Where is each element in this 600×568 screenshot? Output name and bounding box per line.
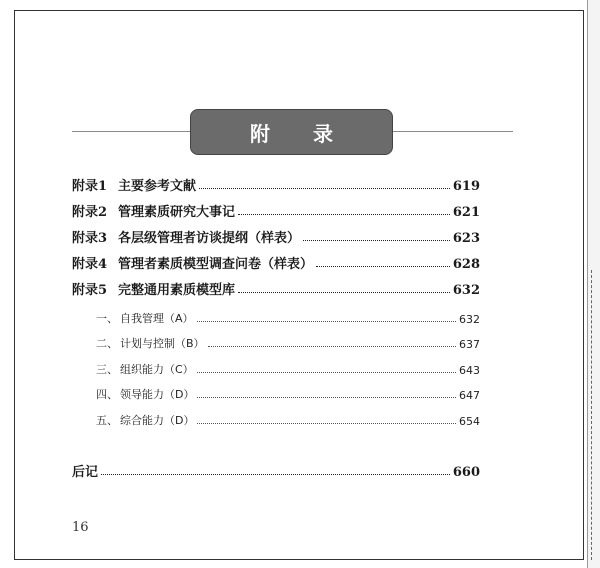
title-rule-left: [72, 131, 190, 132]
toc-subrow-2[interactable]: [96, 329, 480, 351]
toc-title: 后记: [72, 465, 99, 480]
leader-dots: [238, 292, 450, 293]
title-rule-right: [393, 131, 513, 132]
toc-subrow-3[interactable]: [96, 355, 480, 377]
toc-page: 621: [452, 205, 480, 220]
leader-dots: [208, 346, 456, 347]
toc-subrow-5[interactable]: [96, 406, 480, 428]
toc-sub-title: 组织能力（C）: [120, 363, 194, 376]
toc-sub-title: 自我管理（A）: [120, 312, 194, 325]
toc-sub-page: 637: [459, 338, 480, 351]
leader-dots: [197, 397, 456, 398]
page-number: 16: [72, 520, 89, 535]
toc-subrow-4[interactable]: [96, 380, 480, 402]
toc-page: 660: [452, 465, 480, 480]
toc-number: 附录5: [72, 283, 108, 298]
toc-sub-number: 四、: [96, 388, 118, 401]
leader-dots: [316, 266, 450, 267]
toc-title: 管理素质研究大事记: [118, 205, 236, 220]
leader-dots: [101, 474, 450, 475]
toc-sub-page: 643: [459, 364, 480, 377]
toc-number: 附录2: [72, 205, 108, 220]
toc-page: 623: [452, 231, 480, 246]
toc-number: 附录1: [72, 179, 108, 194]
adjacent-page-edge: [587, 0, 600, 568]
toc-sub-number: 三、: [96, 363, 118, 376]
leader-dots: [238, 214, 450, 215]
toc-row-appendix-4[interactable]: [72, 250, 480, 272]
toc-sub-title: 计划与控制（B）: [120, 337, 205, 350]
toc-title: 各层级管理者访谈提纲（样表）: [118, 231, 301, 246]
section-title: 附 录: [250, 121, 351, 146]
toc-sub-title: 领导能力（D）: [120, 388, 195, 401]
toc-row-appendix-2[interactable]: [72, 198, 480, 220]
toc-row-appendix-3[interactable]: [72, 224, 480, 246]
toc-sub-title: 综合能力（D）: [120, 414, 195, 427]
toc-sub-number: 一、: [96, 312, 118, 325]
section-title-box: [190, 109, 393, 155]
toc-page: 619: [452, 179, 480, 194]
leader-dots: [197, 321, 456, 322]
toc-page: 628: [452, 257, 480, 272]
toc-title: 管理者素质模型调查问卷（样表）: [118, 257, 314, 272]
toc-number: 附录3: [72, 231, 108, 246]
leader-dots: [303, 240, 450, 241]
leader-dots: [197, 423, 456, 424]
toc-sub-number: 二、: [96, 337, 118, 350]
toc-title: 主要参考文献: [118, 179, 197, 194]
toc-subrow-1[interactable]: [96, 304, 480, 326]
toc-row-postscript[interactable]: [72, 458, 480, 480]
toc-page: 632: [452, 283, 480, 298]
toc-title: 完整通用素质模型库: [118, 283, 236, 298]
toc-sub-page: 632: [459, 313, 480, 326]
toc-number: 附录4: [72, 257, 108, 272]
leader-dots: [199, 188, 450, 189]
toc-sub-page: 654: [459, 415, 480, 428]
toc-sub-number: 五、: [96, 414, 118, 427]
toc-row-appendix-1[interactable]: [72, 172, 480, 194]
toc-row-appendix-5[interactable]: [72, 276, 480, 298]
toc-sub-page: 647: [459, 389, 480, 402]
leader-dots: [197, 372, 456, 373]
